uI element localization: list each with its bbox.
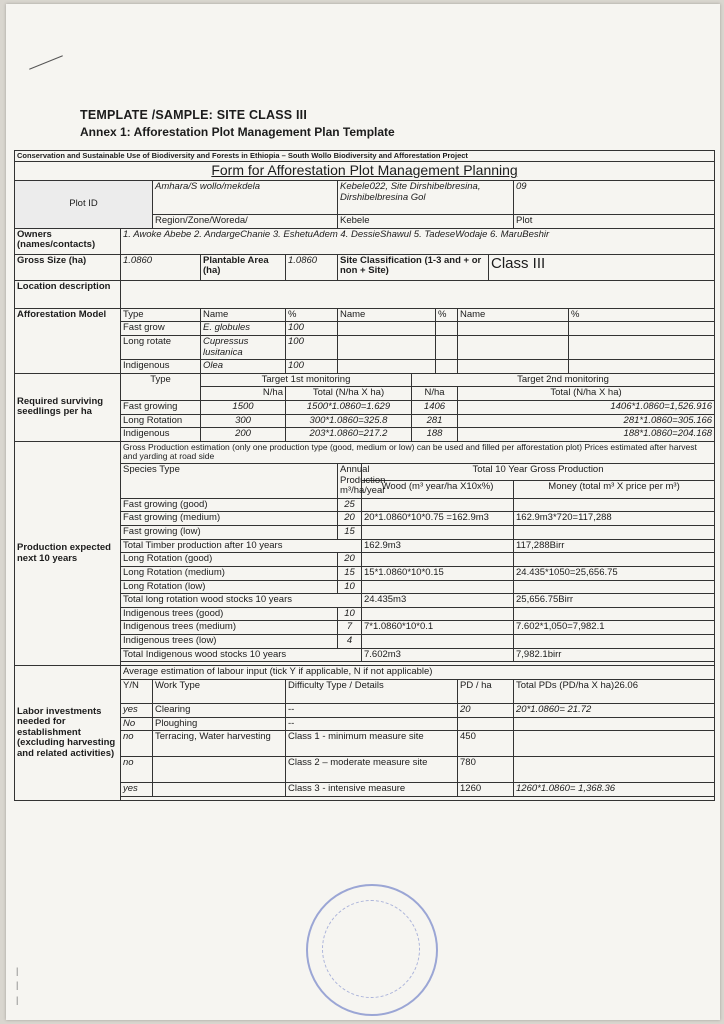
seedling-n1: 1500 [201, 401, 286, 415]
kebele-label: Kebele [338, 215, 514, 229]
wood-value [362, 553, 514, 567]
seedling-t1: 1500*1.0860=1.629 [286, 401, 412, 415]
wood-value: 15*1.0860*10*0.15 [362, 566, 514, 580]
annual-production: 4 [338, 635, 362, 649]
seedling-type: Fast growing [121, 401, 201, 415]
money-value [514, 498, 715, 512]
money-value: 162.9m3*720=117,288 [514, 512, 715, 526]
money-value: 24.435*1050=25,656.75 [514, 566, 715, 580]
species-row: Total long rotation wood stocks 10 years [121, 594, 362, 608]
location-label: Location description [15, 280, 121, 308]
labour-difficulty: -- [286, 703, 458, 717]
gross-size-value: 1.0860 [121, 254, 201, 280]
management-plan-form [14, 150, 715, 801]
labour-work [153, 783, 286, 797]
money-value [514, 553, 715, 567]
plot-number: 09 [514, 181, 715, 215]
species-row: Long Rotation (low) [121, 580, 338, 594]
location-value [121, 280, 715, 308]
seedling-n2: 281 [412, 414, 458, 428]
annual-production: 20 [338, 512, 362, 526]
template-heading: TEMPLATE /SAMPLE: SITE CLASS III [80, 108, 308, 122]
model-name-header-2: Name [338, 308, 436, 322]
seedling-n2: 1406 [412, 401, 458, 415]
wood-value [362, 526, 514, 540]
seedling-type: Indigenous [121, 428, 201, 442]
species-row: Long Rotation (good) [121, 553, 338, 567]
region-label: Region/Zone/Woreda/ [153, 215, 338, 229]
wood-value [362, 635, 514, 649]
wood-value [362, 607, 514, 621]
model-pct-header-3: % [569, 308, 715, 322]
seedling-t1: 300*1.0860=325.8 [286, 414, 412, 428]
wood-value [362, 498, 514, 512]
money-value [514, 580, 715, 594]
wood-value: 7*1.0860*10*0.1 [362, 621, 514, 635]
afforestation-model-label: Afforestation Model [15, 308, 121, 373]
annual-production: 7 [338, 621, 362, 635]
annual-production: 15 [338, 566, 362, 580]
annual-production: 20 [338, 553, 362, 567]
seedling-t2: 188*1.0860=204.168 [458, 428, 715, 442]
model-type: Long rotate [121, 335, 201, 359]
model-pct: 100 [286, 335, 338, 359]
species-row: Indigenous trees (medium) [121, 621, 338, 635]
production-label: Production expected next 10 years [15, 441, 121, 665]
document-page [6, 4, 720, 1020]
labour-yn: yes [121, 703, 153, 717]
margin-marks: | | | [16, 966, 19, 1005]
species-row: Indigenous trees (good) [121, 607, 338, 621]
model-type: Fast grow [121, 322, 201, 336]
money-value: 25,656.75Birr [514, 594, 715, 608]
labour-difficulty: -- [286, 717, 458, 731]
gross-size-label: Gross Size (ha) [15, 254, 121, 280]
labour-work: Terracing, Water harvesting [153, 731, 286, 757]
money-header: Money (total m³ X price per m³) [514, 481, 715, 498]
model-name: Cupressus lusitanica [201, 335, 286, 359]
labour-total [514, 757, 715, 783]
model-pct-header-2: % [436, 308, 458, 322]
labour-yn: yes [121, 783, 153, 797]
form-title: Form for Afforestation Plot Management Planning [15, 162, 715, 181]
wood-value: 20*1.0860*10*0.75 =162.9m3 [362, 512, 514, 526]
seedlings-type-header: Type [121, 373, 201, 400]
model-type: Indigenous [121, 360, 201, 374]
model-pct: 100 [286, 360, 338, 374]
labour-difficulty: Class 3 - intensive measure [286, 783, 458, 797]
model-name-header: Name [201, 308, 286, 322]
total-header-2: Total (N/ha X ha) [458, 387, 715, 401]
species-row: Fast growing (good) [121, 498, 338, 512]
money-value: 7.602*1,050=7,982.1 [514, 621, 715, 635]
labour-difficulty: Class 2 – moderate measure site [286, 757, 458, 783]
labour-pd [458, 717, 514, 731]
species-row: Fast growing (medium) [121, 512, 338, 526]
difficulty-header: Difficulty Type / Details [286, 679, 458, 703]
owners-value: 1. Awoke Abebe 2. AndargeChanie 3. EshetuAdem 4. DessieShawul 5. TadeseWodaje 6. MaruBeshir [121, 228, 715, 254]
money-value: 117,288Birr [514, 539, 715, 553]
seedlings-label: Required surviving seedlings per ha [15, 373, 121, 441]
money-value: 7,982.1birr [514, 648, 715, 662]
annual-production: 10 [338, 580, 362, 594]
labour-difficulty: Class 1 - minimum measure site [286, 731, 458, 757]
yn-header: Y/N [121, 679, 153, 703]
seedling-type: Long Rotation [121, 414, 201, 428]
work-type-header: Work Type [153, 679, 286, 703]
seedling-t2: 281*1.0860=305.166 [458, 414, 715, 428]
site-class-label: Site Classification (1-3 and + or non + Site) [338, 254, 489, 280]
labour-yn: no [121, 731, 153, 757]
owners-label: Owners (names/contacts) [15, 228, 121, 254]
money-value [514, 635, 715, 649]
seedling-t2: 1406*1.0860=1,526.916 [458, 401, 715, 415]
site-class-value: Class III [489, 254, 715, 280]
model-type-header: Type [121, 308, 201, 322]
model-pct-header: % [286, 308, 338, 322]
region-value: Amhara/S wollo/mekdela [153, 181, 338, 215]
species-row: Long Rotation (medium) [121, 566, 338, 580]
pen-mark [29, 55, 63, 69]
species-row: Total Indigenous wood stocks 10 years [121, 648, 362, 662]
plot-label: Plot [514, 215, 715, 229]
total-10yr-header: Total 10 Year Gross Production [362, 463, 715, 480]
annual-production: 10 [338, 607, 362, 621]
labour-label: Labor investments needed for establishment (excluding harvesting and related activities) [15, 666, 121, 801]
labour-total [514, 731, 715, 757]
seedling-n2: 188 [412, 428, 458, 442]
labour-pd: 1260 [458, 783, 514, 797]
money-value [514, 607, 715, 621]
annex-heading: Annex 1: Afforestation Plot Management Plan Template [80, 125, 395, 139]
total-pds-header: Total PDs (PD/ha X ha)26.06 [514, 679, 715, 703]
plantable-area-label: Plantable Area (ha) [201, 254, 286, 280]
seedling-n1: 300 [201, 414, 286, 428]
model-name: Olea [201, 360, 286, 374]
species-row: Total Timber production after 10 years [121, 539, 362, 553]
annual-production-header: Annual Production m³/ha/year [338, 463, 362, 498]
plot-id-label: Plot ID [15, 181, 153, 229]
wood-value: 24.435m3 [362, 594, 514, 608]
model-name-header-3: Name [458, 308, 569, 322]
target-2-header: Target 2nd monitoring [412, 373, 715, 387]
labour-title: Average estimation of labour input (tick Y if applicable, N if not applicable) [121, 666, 715, 680]
total-header: Total (N/ha X ha) [286, 387, 412, 401]
wood-value: 7.602m3 [362, 648, 514, 662]
wood-value [362, 580, 514, 594]
model-pct: 100 [286, 322, 338, 336]
plantable-area-value: 1.0860 [286, 254, 338, 280]
seedling-n1: 200 [201, 428, 286, 442]
species-row: Indigenous trees (low) [121, 635, 338, 649]
labour-pd: 780 [458, 757, 514, 783]
kebele-value: Kebele022, Site Dirshibelbresina, Dirshibelbresina Gol [338, 181, 514, 215]
wood-header: Wood (m³ year/ha X10x%) [362, 481, 514, 498]
species-row: Fast growing (low) [121, 526, 338, 540]
labour-work [153, 757, 286, 783]
annual-production: 25 [338, 498, 362, 512]
official-stamp-inner-ring [322, 900, 420, 998]
production-note: Gross Production estimation (only one production type (good, medium or low) can be used and filled per afforestation plot) Prices estimated after harvest and yarding at road side [121, 441, 715, 463]
labour-pd: 450 [458, 731, 514, 757]
labour-work: Ploughing [153, 717, 286, 731]
nha-header-2: N/ha [412, 387, 458, 401]
pd-ha-header: PD / ha [458, 679, 514, 703]
labour-total: 20*1.0860= 21.72 [514, 703, 715, 717]
annual-production: 15 [338, 526, 362, 540]
labour-yn: No [121, 717, 153, 731]
labour-total: 1260*1.0860= 1,368.36 [514, 783, 715, 797]
model-name: E. globules [201, 322, 286, 336]
labour-yn: no [121, 757, 153, 783]
seedling-t1: 203*1.0860=217.2 [286, 428, 412, 442]
project-banner: Conservation and Sustainable Use of Biodiversity and Forests in Ethiopia – South Wollo Biodiversity and Afforestation Project [15, 151, 715, 162]
labour-total [514, 717, 715, 731]
nha-header: N/ha [201, 387, 286, 401]
labour-pd: 20 [458, 703, 514, 717]
labour-work: Clearing [153, 703, 286, 717]
wood-value: 162.9m3 [362, 539, 514, 553]
money-value [514, 526, 715, 540]
target-1-header: Target 1st monitoring [201, 373, 412, 387]
species-type-header: Species Type [121, 463, 338, 498]
